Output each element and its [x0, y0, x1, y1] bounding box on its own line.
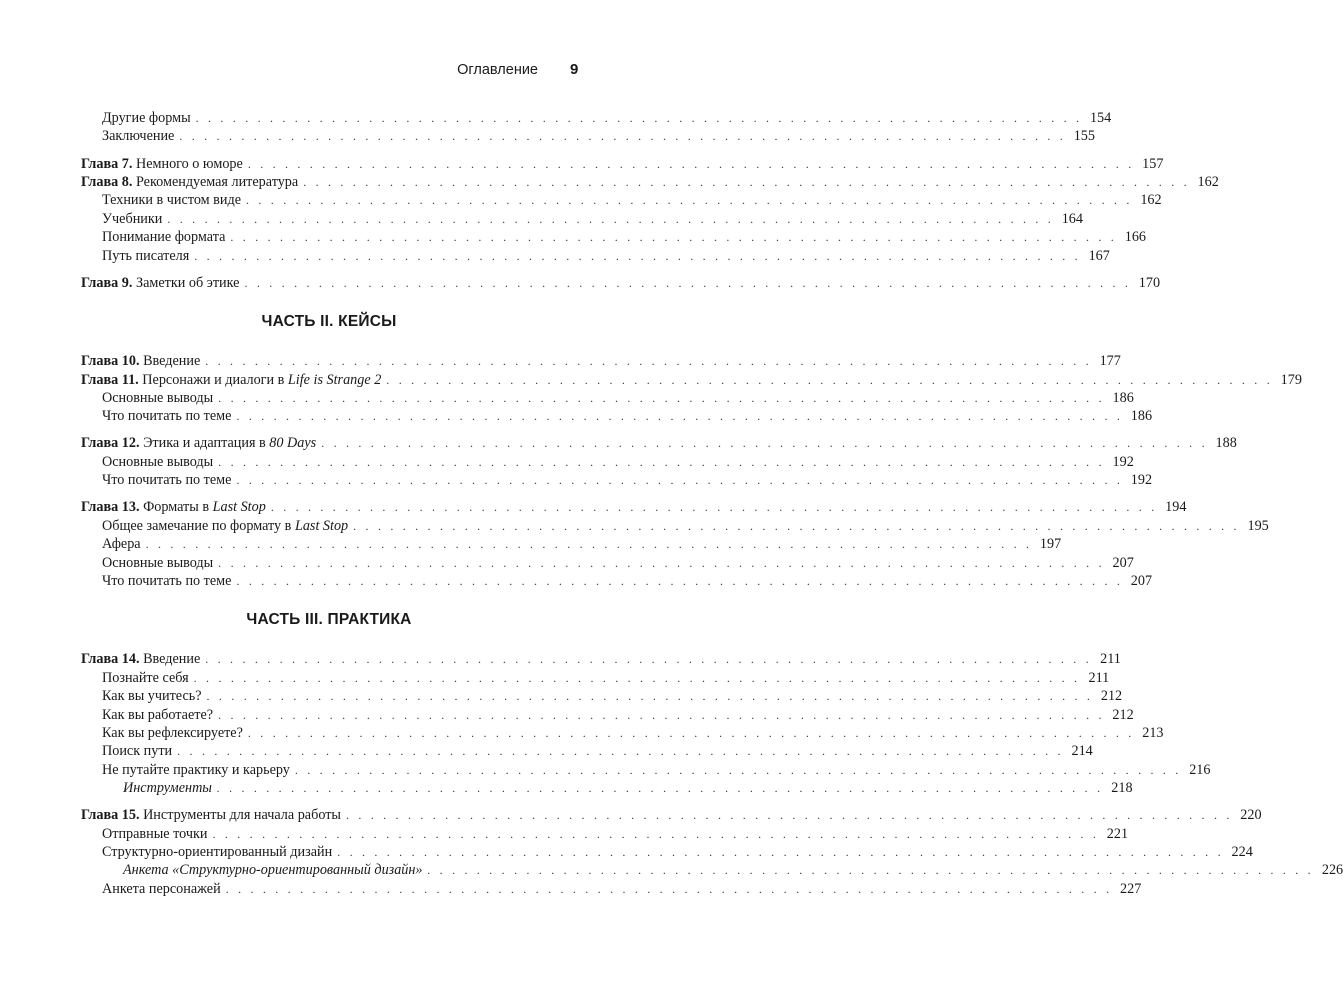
dot-leader: . . . . . . . . . . . . . . . . . . . . . . . . . . . . . . . . . . . . . . . . . . . . . . . . . . . . . . . . . . . . . . . . . . . . . . . .: [236, 574, 1124, 588]
entry-label: Инструменты: [123, 780, 212, 797]
toc-page-number: 226: [1321, 862, 1343, 879]
entry-label: Общее замечание по формату в: [102, 517, 295, 534]
entry-label: Другие формы: [102, 110, 191, 126]
dot-leader: . . . . . . . . . . . . . . . . . . . . . . . . . . . . . . . . . . . . . . . . . . . . . . . . . . . . . . . . . . . . . . . . . . . . . . . .: [218, 707, 1105, 722]
toc-entry-title: [81, 274, 239, 292]
toc-section-entry[interactable]: [81, 127, 1095, 145]
dot-leader: . . . . . . . . . . . . . . . . . . . . . . . . . . . . . . . . . . . . . . . . . . . . . . . . . . . . . . . . . . . . . . . . . . . . . . . .: [236, 409, 1124, 424]
dot-leader: . . . . . . . . . . . . . . . . . . . . . . . . . . . . . . . . . . . . . . . . . . . . . . . . . . . . . . . . . . . . . . . . . . . . . . . .: [206, 689, 1094, 704]
toc-page-number: 212: [1100, 688, 1123, 705]
dot-leader: . . . . . . . . . . . . . . . . . . . . . . . . . . . . . . . . . . . . . . . . . . . . . . . . . . . . . . . . . . . . . . . . . . . . . . . .: [177, 744, 1064, 759]
entry-label: Техники в чистом виде: [102, 192, 241, 209]
toc-entry-title: [102, 127, 174, 145]
toc-spacer: [81, 490, 577, 499]
entry-label: Познайте себя: [102, 669, 189, 686]
toc-entry-title: [102, 687, 202, 705]
entry-label: Отправные точки: [102, 825, 208, 842]
toc-spacer: [81, 265, 577, 274]
chapter-number: Глава 8.: [81, 173, 133, 190]
toc-page-number: 207: [1112, 554, 1134, 571]
dot-leader: . . . . . . . . . . . . . . . . . . . . . . . . . . . . . . . . . . . . . . . . . . . . . . . . . . . . . . . . . . . . . . . . . . . . . . . .: [244, 275, 1132, 290]
toc-spacer: [81, 146, 577, 155]
toc-entry-title: [81, 650, 200, 668]
entry-label: Как вы учитесь?: [102, 688, 202, 705]
entry-label: Структурно-ориентированный дизайн: [102, 844, 333, 861]
toc-page-number: 166: [1124, 229, 1146, 246]
toc-section-entry[interactable]: [81, 191, 1162, 209]
toc-page-number: 177: [1099, 353, 1121, 370]
part-heading: ЧАСТЬ II. КЕЙСЫ: [261, 313, 397, 331]
dot-leader: . . . . . . . . . . . . . . . . . . . . . . . . . . . . . . . . . . . . . . . . . . . . . . . . . . . . . . . . . . . . . . . . . . . . . . . .: [167, 211, 1054, 226]
toc-page-number: 162: [1197, 173, 1219, 190]
entry-label: Рекомендуемая литература: [135, 173, 299, 190]
toc-entry-title: [81, 498, 266, 516]
entry-label: Заключение: [102, 128, 175, 145]
dot-leader: . . . . . . . . . . . . . . . . . . . . . . . . . . . . . . . . . . . . . . . . . . . . . . . . . . . . . . . . . . . . . . . . . . . . . . . .: [218, 454, 1105, 469]
toc-page-number: 207: [1130, 573, 1153, 589]
toc-entry-title: [102, 706, 213, 724]
entry-label: Персонажи и диалоги в: [142, 371, 288, 388]
dot-leader: . . . . . . . . . . . . . . . . . . . . . . . . . . . . . . . . . . . . . . . . . . . . . . . . . . . . . . . . . . . . . . . . . . . . . . . .: [236, 473, 1124, 488]
toc-section-entry[interactable]: [81, 669, 1110, 687]
toc-entry-title: [123, 779, 212, 797]
entry-label: Что почитать по теме: [102, 573, 232, 589]
dot-leader: . . . . . . . . . . . . . . . . . . . . . . . . . . . . . . . . . . . . . . . . . . . . . . . . . . . . . . . . . . . . . . . . . . . . . . . .: [247, 725, 1135, 740]
entry-label: Что почитать по теме: [102, 472, 232, 489]
entry-label: Как вы рефлексируете?: [102, 724, 243, 741]
toc-section-entry[interactable]: [81, 535, 1062, 553]
toc-entry-title: [102, 247, 189, 265]
toc-page-number: 211: [1100, 651, 1121, 668]
toc-page-number: 186: [1130, 408, 1153, 425]
chapter-number: Глава 13.: [81, 499, 140, 516]
toc-entry-title: [102, 471, 231, 489]
entry-title-italic: 80 Days: [269, 435, 317, 452]
table-of-contents: [81, 109, 1343, 898]
toc-entry-title: [102, 880, 221, 898]
toc-entry-title: [81, 371, 381, 389]
toc-section-entry[interactable]: [81, 554, 1134, 572]
dot-leader: . . . . . . . . . . . . . . . . . . . . . . . . . . . . . . . . . . . . . . . . . . . . . . . . . . . . . . . . . . . . . . . . . . . . . . . .: [195, 111, 1083, 125]
toc-entry-title: [102, 535, 141, 553]
entry-title-italic: Last Stop: [294, 517, 349, 534]
toc-page-number: 197: [1039, 536, 1062, 553]
toc-entry-title: [102, 109, 191, 127]
entry-title-italic: Life is Strange 2: [287, 371, 382, 388]
toc-entry-title: [102, 389, 213, 407]
dot-leader: . . . . . . . . . . . . . . . . . . . . . . . . . . . . . . . . . . . . . . . . . . . . . . . . . . . . . . . . . . . . . . . . . . . . . . . .: [218, 390, 1105, 405]
dot-leader: . . . . . . . . . . . . . . . . . . . . . . . . . . . . . . . . . . . . . . . . . . . . . . . . . . . . . . . . . . . . . . . . . . . . . . . .: [427, 863, 1315, 878]
toc-chapter-entry[interactable]: [81, 274, 1161, 292]
toc-page-number: 218: [1111, 780, 1133, 797]
dot-leader: . . . . . . . . . . . . . . . . . . . . . . . . . . . . . . . . . . . . . . . . . . . . . . . . . . . . . . . . . . . . . . . . . . . . . . . .: [353, 518, 1240, 533]
toc-section-entry[interactable]: [81, 861, 1343, 879]
toc-chapter-entry[interactable]: [81, 371, 1302, 389]
entry-label: Инструменты для начала работы: [143, 807, 341, 824]
toc-page-number: 192: [1130, 472, 1153, 489]
toc-page-number: 221: [1106, 825, 1129, 842]
toc-section-entry[interactable]: [81, 761, 1211, 779]
dot-leader: . . . . . . . . . . . . . . . . . . . . . . . . . . . . . . . . . . . . . . . . . . . . . . . . . . . . . . . . . . . . . . . . . . . . . . . .: [194, 248, 1081, 263]
dot-leader: . . . . . . . . . . . . . . . . . . . . . . . . . . . . . . . . . . . . . . . . . . . . . . . . . . . . . . . . . . . . . . . . . . . . . . . .: [247, 156, 1135, 171]
toc-section-entry[interactable]: [81, 228, 1146, 246]
toc-chapter-entry[interactable]: [81, 352, 1121, 370]
chapter-number: Глава 15.: [81, 807, 140, 824]
dot-leader: . . . . . . . . . . . . . . . . . . . . . . . . . . . . . . . . . . . . . . . . . . . . . . . . . . . . . . . . . . . . . . . . . . . . . . . .: [179, 129, 1066, 144]
toc-entry-title: [102, 407, 231, 425]
toc-entry-title: [123, 861, 423, 879]
dot-leader: . . . . . . . . . . . . . . . . . . . . . . . . . . . . . . . . . . . . . . . . . . . . . . . . . . . . . . . . . . . . . . . . . . . . . . . .: [386, 372, 1273, 387]
chapter-number: Глава 10.: [81, 353, 140, 370]
dot-leader: . . . . . . . . . . . . . . . . . . . . . . . . . . . . . . . . . . . . . . . . . . . . . . . . . . . . . . . . . . . . . . . . . . . . . . . .: [225, 881, 1113, 896]
toc-entry-title: [102, 453, 213, 471]
toc-page-number: 179: [1280, 371, 1302, 388]
entry-label: Не путайте практику и карьеру: [102, 761, 290, 778]
toc-section-entry[interactable]: [81, 742, 1093, 760]
toc-entry-title: [102, 843, 332, 861]
entry-label: Анкета «Структурно-ориентированный дизайн»: [123, 862, 423, 879]
dot-leader: . . . . . . . . . . . . . . . . . . . . . . . . . . . . . . . . . . . . . . . . . . . . . . . . . . . . . . . . . . . . . . . . . . . . . . . .: [246, 193, 1133, 208]
entry-label: Анкета персонажей: [102, 880, 221, 897]
entry-label: Заметки об этике: [135, 274, 240, 291]
toc-section-entry[interactable]: [81, 687, 1123, 705]
toc-entry-title: [81, 352, 200, 370]
entry-label: Этика и адаптация в: [143, 435, 270, 452]
dot-leader: . . . . . . . . . . . . . . . . . . . . . . . . . . . . . . . . . . . . . . . . . . . . . . . . . . . . . . . . . . . . . . . . . . . . . . . .: [205, 354, 1092, 369]
toc-section-entry[interactable]: [81, 407, 1153, 425]
toc-page-number: 186: [1112, 389, 1134, 406]
dot-leader: . . . . . . . . . . . . . . . . . . . . . . . . . . . . . . . . . . . . . . . . . . . . . . . . . . . . . . . . . . . . . . . . . . . . . . . .: [205, 652, 1092, 667]
toc-section-entry[interactable]: [81, 247, 1110, 265]
dot-leader: . . . . . . . . . . . . . . . . . . . . . . . . . . . . . . . . . . . . . . . . . . . . . . . . . . . . . . . . . . . . . . . . . . . . . . . .: [321, 436, 1208, 451]
toc-page-number: 211: [1088, 669, 1110, 686]
toc-chapter-entry[interactable]: [81, 806, 1262, 824]
toc-page-number: 192: [1112, 453, 1134, 470]
toc-page-number: 157: [1142, 155, 1164, 172]
toc-page-number: 167: [1088, 247, 1110, 264]
toc-section-entry[interactable]: [81, 517, 1269, 535]
entry-label: Немного о юморе: [135, 155, 243, 172]
toc-page-number: 164: [1061, 210, 1083, 227]
toc-entry-title: [102, 761, 290, 779]
toc-section-entry[interactable]: [81, 706, 1134, 724]
toc-page-number: 220: [1240, 807, 1262, 824]
dot-leader: . . . . . . . . . . . . . . . . . . . . . . . . . . . . . . . . . . . . . . . . . . . . . . . . . . . . . . . . . . . . . . . . . . . . . . . .: [212, 826, 1100, 841]
toc-section-entry[interactable]: [81, 471, 1153, 489]
toc-page-number: 224: [1231, 844, 1253, 861]
toc-section-entry[interactable]: [81, 880, 1142, 898]
toc-page-number: 213: [1142, 724, 1164, 741]
dot-leader: . . . . . . . . . . . . . . . . . . . . . . . . . . . . . . . . . . . . . . . . . . . . . . . . . . . . . . . . . . . . . . . . . . . . . . . .: [294, 762, 1182, 777]
entry-label: Поиск пути: [102, 743, 173, 760]
chapter-number: Глава 14.: [81, 651, 140, 668]
part-heading: ЧАСТЬ III. ПРАКТИКА: [246, 611, 412, 629]
dot-leader: . . . . . . . . . . . . . . . . . . . . . . . . . . . . . . . . . . . . . . . . . . . . . . . . . . . . . . . . . . . . . . . . . . . . . . . .: [216, 781, 1104, 796]
toc-page-number: 227: [1120, 880, 1142, 897]
toc-entry-title: [81, 155, 243, 173]
dot-leader: . . . . . . . . . . . . . . . . . . . . . . . . . . . . . . . . . . . . . . . . . . . . . . . . . . . . . . . . . . . . . . . . . . . . . . . .: [337, 845, 1224, 860]
dot-leader: . . . . . . . . . . . . . . . . . . . . . . . . . . . . . . . . . . . . . . . . . . . . . . . . . . . . . . . . . . . . . . . . . . . . . . . .: [345, 808, 1233, 823]
toc-section-entry[interactable]: [81, 210, 1083, 228]
toc-page-number: 212: [1112, 706, 1134, 723]
chapter-number: Глава 9.: [81, 274, 133, 291]
entry-label: Афера: [102, 536, 141, 553]
toc-section-entry[interactable]: [81, 572, 1153, 590]
toc-page-number: 188: [1215, 435, 1237, 452]
dot-leader: . . . . . . . . . . . . . . . . . . . . . . . . . . . . . . . . . . . . . . . . . . . . . . . . . . . . . . . . . . . . . . . . . . . . . . . .: [193, 670, 1081, 685]
toc-section-entry[interactable]: [81, 843, 1253, 861]
entry-label: Основные выводы: [102, 389, 214, 406]
toc-chapter-entry[interactable]: [81, 155, 1164, 173]
toc-entry-title: [102, 191, 241, 209]
toc-entry-title: [102, 210, 162, 228]
toc-spacer: [81, 798, 577, 807]
entry-title-italic: Last Stop: [212, 499, 266, 516]
toc-entry-title: [102, 742, 172, 760]
toc-section-entry[interactable]: [81, 825, 1129, 843]
toc-page-number: 155: [1073, 128, 1095, 145]
toc-entry-title: [102, 825, 207, 843]
dot-leader: . . . . . . . . . . . . . . . . . . . . . . . . . . . . . . . . . . . . . . . . . . . . . . . . . . . . . . . . . . . . . . . . . . . . . . . .: [218, 555, 1105, 570]
toc-entry-title: [81, 806, 341, 824]
entry-label: Форматы в: [143, 499, 213, 516]
entry-label: Учебники: [102, 210, 163, 227]
entry-label: Что почитать по теме: [102, 408, 232, 425]
toc-section-entry[interactable]: [81, 724, 1164, 742]
toc-section-entry[interactable]: [81, 109, 1112, 127]
toc-chapter-entry[interactable]: [81, 434, 1237, 452]
toc-entry-title: [81, 434, 316, 452]
toc-page-number: 216: [1189, 761, 1211, 778]
chapter-number: Глава 11.: [81, 371, 139, 388]
chapter-number: Глава 12.: [81, 435, 140, 452]
entry-label: Введение: [143, 353, 201, 370]
toc-page-number: 195: [1247, 517, 1269, 534]
entry-label: Понимание формата: [102, 229, 226, 246]
dot-leader: . . . . . . . . . . . . . . . . . . . . . . . . . . . . . . . . . . . . . . . . . . . . . . . . . . . . . . . . . . . . . . . . . . . . . . . .: [303, 174, 1190, 189]
entry-label: Путь писателя: [102, 247, 190, 264]
toc-page-number: 154: [1089, 110, 1112, 126]
running-head-title: Оглавление: [457, 62, 538, 78]
toc-chapter-entry[interactable]: [81, 498, 1187, 516]
toc-page-number: 194: [1165, 499, 1187, 516]
toc-entry-title: [102, 669, 189, 687]
entry-label: Основные выводы: [102, 453, 214, 470]
toc-entry-title: [102, 724, 243, 742]
toc-entry-title: [102, 554, 213, 572]
chapter-number: Глава 7.: [81, 155, 133, 172]
toc-chapter-entry[interactable]: [81, 173, 1219, 191]
toc-section-entry[interactable]: [81, 779, 1133, 797]
page-number: 9: [570, 61, 579, 78]
entry-label: Основные выводы: [102, 554, 214, 571]
toc-entry-title: [102, 517, 348, 535]
toc-chapter-entry[interactable]: [81, 650, 1121, 668]
entry-label: Введение: [143, 651, 201, 668]
dot-leader: . . . . . . . . . . . . . . . . . . . . . . . . . . . . . . . . . . . . . . . . . . . . . . . . . . . . . . . . . . . . . . . . . . . . . . . .: [145, 537, 1033, 552]
toc-page-number: 162: [1140, 192, 1162, 209]
entry-label: Как вы работаете?: [102, 706, 214, 723]
toc-entry-title: [102, 572, 231, 590]
dot-leader: . . . . . . . . . . . . . . . . . . . . . . . . . . . . . . . . . . . . . . . . . . . . . . . . . . . . . . . . . . . . . . . . . . . . . . . .: [230, 230, 1117, 245]
toc-entry-title: [102, 228, 225, 246]
dot-leader: . . . . . . . . . . . . . . . . . . . . . . . . . . . . . . . . . . . . . . . . . . . . . . . . . . . . . . . . . . . . . . . . . . . . . . . .: [270, 500, 1158, 515]
toc-section-entry[interactable]: [81, 389, 1134, 407]
toc-section-entry[interactable]: [81, 453, 1134, 471]
toc-page-number: 170: [1138, 274, 1161, 291]
toc-page-number: 214: [1071, 743, 1093, 760]
toc-entry-title: [81, 173, 298, 191]
toc-spacer: [81, 426, 577, 435]
